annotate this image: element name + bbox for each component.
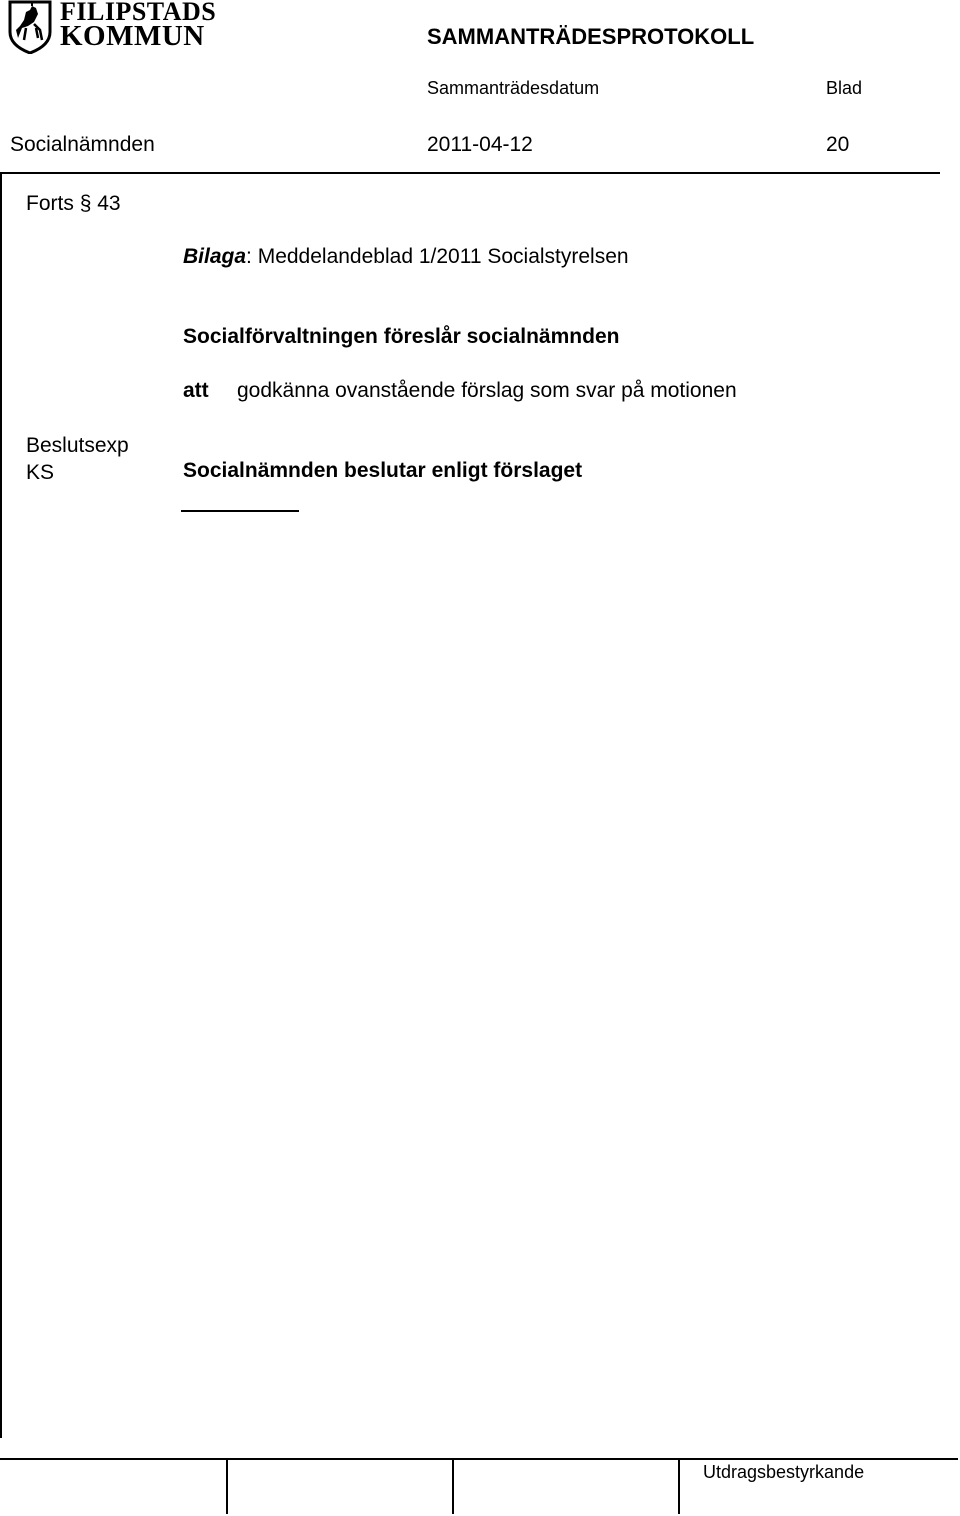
section-reference <box>26 192 121 216</box>
attachment-text: : Meddelandeblad 1/2011 Socialstyrelsen <box>246 245 629 268</box>
certification-label: Utdragsbestyrkande <box>703 1462 865 1482</box>
att-word: att <box>183 379 209 402</box>
logo-line-1: FILIPSTADS <box>60 0 217 26</box>
signature-box-divider <box>226 1458 228 1514</box>
meeting-date-label: Sammanträdesdatum <box>427 78 600 98</box>
meeting-date: 2011-04-12 <box>427 133 533 156</box>
footer-rule <box>0 1458 958 1460</box>
section-number: 43 <box>97 192 121 215</box>
distribution-list <box>26 432 129 486</box>
logo-line-2: KOMMUN <box>60 20 205 52</box>
distribution-label: Beslutsexp <box>26 434 129 457</box>
page-label: Blad <box>826 78 863 98</box>
page-number: 20 <box>826 133 850 156</box>
proposal-text: godkänna ovanstående förslag som svar på motionen <box>237 379 737 402</box>
section-prefix: Forts <box>26 192 74 215</box>
signature-box-divider <box>452 1458 454 1514</box>
municipality-logo <box>8 0 217 56</box>
document-title: SAMMANTRÄDESPROTOKOLL <box>427 24 755 49</box>
coat-of-arms-icon <box>8 0 52 54</box>
decision-text: Socialnämnden beslutar enligt förslaget <box>183 459 583 482</box>
end-rule <box>181 510 299 512</box>
attachment-line <box>183 245 629 269</box>
proposal-heading: Socialförvaltningen föreslår socialnämnden <box>183 325 620 348</box>
header-rule <box>0 172 940 174</box>
committee-name: Socialnämnden <box>10 133 155 156</box>
margin-rule <box>0 172 2 1438</box>
distribution-recipient: KS <box>26 461 55 484</box>
signature-box-divider <box>678 1458 680 1514</box>
attachment-label: Bilaga <box>183 245 247 268</box>
section-symbol: § <box>79 192 92 215</box>
